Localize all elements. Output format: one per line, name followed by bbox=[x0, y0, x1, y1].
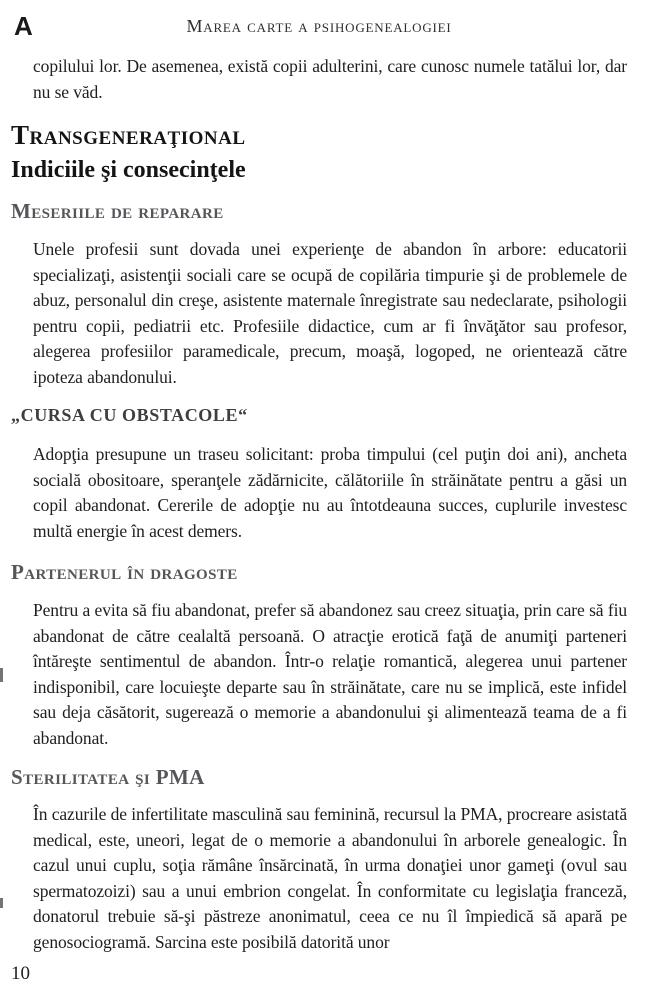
running-title: Marea carte a psihogenealogiei bbox=[186, 16, 452, 36]
section-cursa-cu-obstacole bbox=[11, 405, 627, 544]
section-meseriile-de-reparare bbox=[11, 200, 627, 390]
section-paragraph: Unele profesii sunt dovada unei experienţe de abandon în arbore: educatorii specializaţi, asistenţii sociali care se ocupă de copilăria timpurie şi de problemele de abuz, personalul din creşe, asistente maternale înregistrate sau nedeclarate, psihologii pentru copii, pediatrii etc. Profesiile didactice, cum ar fi învăţător sau profesor, alegerea profesiilor paramedicale, precum, moaşă, logoped, ne orientează către ipoteza abandonului. bbox=[33, 239, 627, 387]
chapter-subtitle: Indiciile şi consecinţele bbox=[11, 157, 246, 183]
intro-paragraph: copilului lor. De asemenea, există copii adulterini, care cunosc numele tatălui lor, dar nu se văd. bbox=[33, 56, 627, 102]
chapter-index-letter: A bbox=[14, 11, 33, 41]
section-heading: Meseriile de reparare bbox=[11, 199, 224, 223]
section-partenerul-in-dragoste bbox=[11, 561, 627, 751]
page-header bbox=[11, 12, 627, 42]
scan-artifact bbox=[0, 898, 3, 908]
chapter-title: Transgeneraţional bbox=[11, 120, 246, 150]
scan-artifact bbox=[0, 668, 3, 682]
section-heading: Partenerul în dragoste bbox=[11, 560, 238, 584]
section-heading: „CURSA CU OBSTACOLE“ bbox=[11, 405, 248, 425]
section-paragraph: Pentru a evita să fiu abandonat, prefer să abandonez sau creez situaţia, prin care să fiu abandonat de către cealaltă persoană. O atracţie erotică faţă de anumiţi parteneri întăreşte sentimentul de abandon. Într-o relaţie romantică, alegerea unui partener indisponibil, care locuieşte departe sau în străinătate, care nu se implică, este infidel sau deja căsătorit, sugerează o memorie a abandonului şi alimentează teama de a fi abandonat. bbox=[33, 600, 627, 748]
section-sterilitatea-si-pma bbox=[11, 766, 627, 955]
page-number: 10 bbox=[11, 963, 30, 984]
section-paragraph: În cazurile de infertilitate masculină sau feminină, recursul la PMA, procreare asistată medical, este, uneori, legat de o memorie a abandonului în arborele genealogic. În cazul unui cuplu, soţia rămâne însărcinată, în urma donaţiei unor gameţi (ovul sau spermatozoizi) sau a unui embrion congelat. În conformitate cu legislaţia franceză, donatorul trebuie să-şi păstreze anonimatul, ceea ce nu îl împiedică să apară pe genosociogramă. Sarcina este posibilă datorită unor bbox=[33, 804, 627, 952]
section-heading: Sterilitatea şi PMA bbox=[11, 765, 205, 789]
section-paragraph: Adopţia presupune un traseu solicitant: proba timpului (cel puţin doi ani), ancheta socială obositoare, speranţele zădărnicite, călătoriile în străinătate pentru a găsi un copil abandonat. Cererile de adopţie nu au întotdeauna succes, cuplurile investesc multă energie în acest demers. bbox=[33, 444, 627, 541]
